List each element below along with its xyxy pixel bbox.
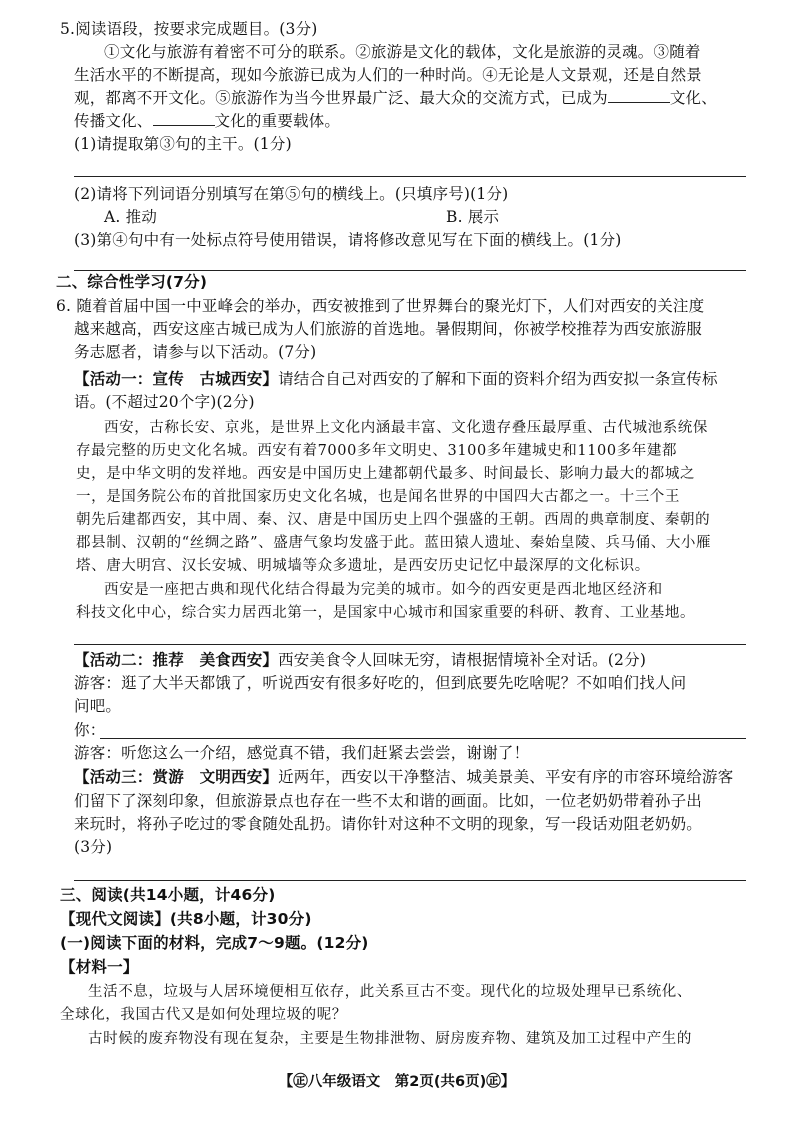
dialogue-line: 问吧。 [74, 697, 122, 715]
activity-text-line: 来玩时，将孙子吃过的零食随处乱扔。请你针对这种不文明的现象，写一段话劝阻老奶奶。 [74, 815, 703, 833]
q5-passage-text: 文化、 [669, 89, 717, 107]
reading-line: 古时候的废弃物没有现在复杂，主要是生物排泄物、厨房废弃物、建筑及加工过程中产生的 [88, 1031, 692, 1047]
section-heading: 三、阅读(共14小题，计46分) [60, 886, 276, 904]
q5-passage-line [74, 111, 340, 131]
q5-passage-line: ①文化与旅游有着密不可分的联系。②旅游是文化的载体，文化是旅游的灵魂。③随着 [104, 43, 701, 61]
answer-line[interactable] [74, 644, 746, 645]
fill-blank[interactable] [608, 88, 670, 103]
dialogue-line: 游客：听您这么一介绍，感觉真不错，我们赶紧去尝尝，谢谢了！ [74, 744, 530, 762]
material-heading: 【材料一】 [60, 958, 139, 976]
part-heading: (一)阅读下面的材料，完成7～9题。(12分) [60, 934, 369, 952]
activity-1 [74, 369, 718, 389]
subsection-heading: 【现代文阅读】(共8小题，计30分) [60, 910, 312, 928]
material-line: 塔、唐大明宫、汉长安城、明城墙等众多遗址，是西安历史记忆中最深厚的文化标识。 [76, 558, 650, 574]
answer-line[interactable] [74, 270, 746, 271]
activity-text: 请结合自己对西安的了解和下面的资料介绍为西安拟一条宣传标 [278, 370, 718, 388]
page-footer: 【㊣八年级语文 第2页(共6页)㊣】 [278, 1074, 516, 1090]
material-line: 朝先后建都西安，其中周、秦、汉、唐是中国历史上四个强盛的王朝。西周的典章制度、秦朝的 [76, 512, 711, 528]
section-heading: 二、综合性学习(7分) [56, 273, 208, 291]
activity-label: 【活动三：赏游 文明西安】 [74, 768, 279, 786]
q6-intro-line: 6. 随着首届中国一中亚峰会的举办，西安被推到了世界舞台的聚光灯下，人们对西安的关注度 [56, 297, 705, 315]
q5-passage-text: 文化的重要载体。 [214, 112, 341, 130]
activity-label: 【活动一：宣传 古城西安】 [74, 370, 279, 388]
reading-line: 生活不息，垃圾与人居环境便相互依存，此关系亘古不变。现代化的垃圾处理早已系统化、 [88, 984, 692, 1000]
activity-2 [74, 650, 646, 670]
fill-blank[interactable] [153, 111, 215, 126]
q5-sub2: (2)请将下列词语分别填写在第⑤句的横线上。(只填序号)(1分) [74, 185, 509, 203]
activity-text: 近两年，西安以干净整洁、城美景美、平安有序的市容环境给游客 [278, 768, 734, 786]
q5-sub3: (3)第④句中有一处标点符号使用错误，请将修改意见写在下面的横线上。(1分) [74, 231, 622, 249]
q5-passage-text: 传播文化、 [74, 112, 153, 130]
answer-line[interactable] [74, 880, 746, 881]
material-line: 西安，古称长安、京兆，是世界上文化内涵最丰富、文化遗存叠压最厚重、古代城池系统保 [104, 420, 708, 436]
material-line: 郡县制、汉朝的“丝绸之路”、盛唐气象均发盛于此。蓝田猿人遗址、秦始皇陵、兵马俑、大小雁 [76, 535, 712, 551]
you-label: 你： [74, 721, 106, 739]
material-line: 存最完整的历史文化名城。西安有着7000多年文明史、3100多年建城史和1100多年建都 [76, 443, 678, 459]
reading-line: 全球化，我国古代又是如何处理垃圾的呢？ [60, 1007, 347, 1023]
q5-passage-line: 生活水平的不断提高，现如今旅游已成为人们的一种时尚。④无论是人文景观，还是自然景 [74, 66, 703, 84]
material-line: 一，是国务院公布的首批国家历史文化名城，也是闻名世界的中国四大古都之一。十三个王 [76, 489, 680, 505]
q6-intro-line: 越来越高，西安这座古城已成为人们旅游的首选地。暑假期间，你被学校推荐为西安旅游服 [74, 320, 703, 338]
material-line: 西安是一座把古典和现代化结合得最为完美的城市。如今的西安更是西北地区经济和 [104, 582, 663, 598]
q5-sub1: (1)请提取第③句的主干。(1分) [74, 135, 292, 153]
q5-title: 5.阅读语段，按要求完成题目。(3分) [60, 20, 318, 38]
activity-3 [74, 767, 733, 787]
dialogue-line: 游客：逛了大半天都饿了，听说西安有很多好吃的，但到底要先吃啥呢？不如咱们找人问 [74, 674, 687, 692]
activity-text: 西安美食令人回味无穷，请根据情境补全对话。(2分) [278, 651, 647, 669]
answer-line[interactable] [74, 176, 746, 177]
activity-label: 【活动二：推荐 美食西安】 [74, 651, 279, 669]
activity-text-line: 们留下了深刻印象，但旅游景点也存在一些不太和谐的画面。比如，一位老奶奶带着孙子出 [74, 792, 703, 810]
material-line: 史，是中华文明的发祥地。西安是中国历史上建都朝代最多、时间最长、影响力最大的都城之 [76, 466, 696, 482]
q5-option-b: B. 展示 [446, 208, 500, 226]
q5-passage-line [74, 88, 717, 108]
q5-passage-text: 观，都离不开文化。⑤旅游作为当今世界最广泛、最大众的交流方式，已成为 [74, 89, 608, 107]
activity-text-line: 语。(不超过20个字)(2分) [74, 393, 255, 411]
q6-intro-line: 务志愿者，请参与以下活动。(7分) [74, 343, 317, 361]
answer-line[interactable] [100, 738, 746, 739]
q5-option-a: A. 推动 [104, 208, 158, 226]
material-line: 科技文化中心，综合实力居西北第一，是国家中心城市和国家重要的科研、教育、工业基地。 [76, 605, 696, 621]
activity-text-line: (3分) [74, 838, 113, 856]
